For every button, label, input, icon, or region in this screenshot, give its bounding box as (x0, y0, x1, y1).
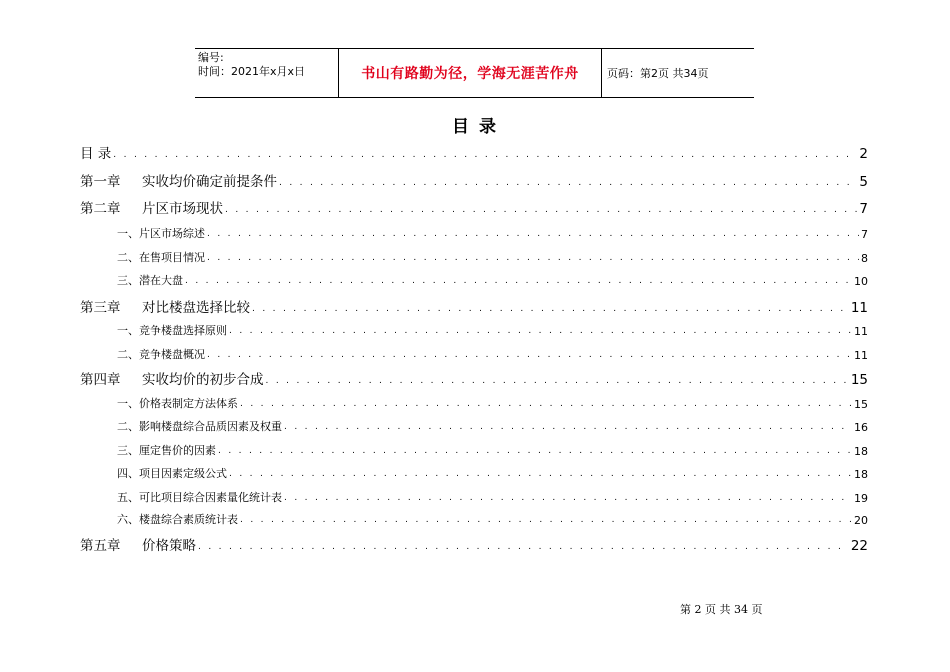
toc-title: 目 录 (452, 117, 498, 137)
toc-entry-title: 在售项目情况 (139, 251, 205, 264)
toc-section-entry[interactable] (80, 226, 868, 241)
toc-entry-number: 目 录 (80, 146, 112, 162)
toc-dot-leader (240, 516, 852, 527)
toc-entry-number: 第五章 (80, 538, 121, 554)
toc-entry-number: 四、 (117, 467, 139, 480)
toc-entry-page: 18 (854, 445, 868, 458)
toc-dot-leader (185, 277, 852, 288)
toc-dot-leader (229, 327, 852, 338)
toc-entry-number: 三、 (117, 274, 139, 287)
toc-entry-number: 二、 (117, 348, 139, 361)
toc-entry-number: 二、 (117, 420, 139, 433)
toc-entry-page: 19 (854, 492, 868, 505)
toc-chapter-entry[interactable] (80, 298, 868, 316)
toc-entry-title: 对比楼盘选择比较 (142, 300, 250, 316)
toc-entry-page: 10 (854, 275, 868, 288)
toc-entry-number: 五、 (117, 491, 139, 504)
toc-entry-title: 潜在大盘 (139, 274, 183, 287)
toc-entry-number: 第二章 (80, 201, 121, 217)
toc-dot-leader (240, 400, 852, 411)
toc-entry-page: 15 (850, 372, 868, 388)
time-label: 时间：2021年x月x日 (198, 65, 306, 78)
toc-entry-number: 一、 (117, 227, 139, 240)
header-meta (198, 51, 338, 79)
toc-section-entry[interactable] (80, 490, 868, 505)
toc-dot-leader (198, 543, 849, 554)
header-divider (338, 49, 339, 97)
toc-chapter-entry[interactable] (80, 199, 868, 217)
toc-entry-title: 价格策略 (142, 538, 196, 554)
toc-entry-title: 实收均价的初步合成 (142, 372, 264, 388)
toc-entry-title: 可比项目综合因素量化统计表 (139, 491, 282, 504)
toc-entry-page: 22 (850, 538, 868, 554)
header-motto: 书山有路勤为径，学海无涯苦作舟 (361, 66, 579, 82)
toc-entry-page: 16 (854, 421, 868, 434)
toc-dot-leader (225, 206, 857, 217)
toc-section-entry[interactable] (80, 396, 868, 411)
toc-section-entry[interactable] (80, 466, 868, 481)
toc-chapter-entry[interactable] (80, 144, 868, 162)
header-page-label: 页码：第2页 共34页 (607, 67, 709, 80)
toc-entry-title: 片区市场现状 (142, 201, 223, 217)
toc-entry-page: 20 (854, 514, 868, 527)
toc-entry-title: 楼盘综合素质统计表 (139, 513, 238, 526)
page-header (195, 48, 754, 98)
toc-entry-page: 7 (859, 201, 868, 217)
toc-entry-title: 厘定售价的因素 (139, 444, 216, 457)
toc-chapter-entry[interactable] (80, 172, 868, 190)
toc-entry-number: 二、 (117, 251, 139, 264)
toc-dot-leader (218, 447, 852, 458)
toc-entry-title: 竞争楼盘选择原则 (139, 324, 227, 337)
number-label: 编号: (198, 51, 224, 64)
toc-dot-leader (207, 351, 852, 362)
toc-dot-leader (207, 254, 859, 265)
toc-section-entry[interactable] (80, 512, 868, 527)
toc-dot-leader (279, 179, 857, 190)
toc-section-entry[interactable] (80, 419, 868, 434)
toc-entry-page: 18 (854, 468, 868, 481)
toc-entry-title: 价格表制定方法体系 (139, 397, 238, 410)
toc-dot-leader (284, 494, 852, 505)
toc-chapter-entry[interactable] (80, 370, 868, 388)
page-footer: 第 2 页 共 34 页 (680, 603, 763, 616)
toc-dot-leader (252, 305, 849, 316)
toc-entry-page: 11 (854, 349, 868, 362)
toc-entry-page: 2 (859, 146, 868, 162)
toc-chapter-entry[interactable] (80, 536, 868, 554)
toc-entry-title: 竞争楼盘概况 (139, 348, 205, 361)
toc-entry-title: 项目因素定级公式 (139, 467, 227, 480)
toc-entry-number: 三、 (117, 444, 139, 457)
toc-dot-leader (229, 470, 852, 481)
toc-entry-title: 片区市场综述 (139, 227, 205, 240)
toc-section-entry[interactable] (80, 443, 868, 458)
toc-section-entry[interactable] (80, 250, 868, 265)
toc-entry-page: 5 (859, 174, 868, 190)
toc-entry-number: 六、 (117, 513, 139, 526)
toc-entry-number: 第一章 (80, 174, 121, 190)
toc-entry-page: 15 (854, 398, 868, 411)
header-divider (601, 49, 602, 97)
toc-entry-title: 影响楼盘综合品质因素及权重 (139, 420, 282, 433)
toc-entry-number: 第三章 (80, 300, 121, 316)
toc-entry-number: 一、 (117, 324, 139, 337)
toc-entry-page: 7 (861, 228, 868, 241)
toc-entry-number: 第四章 (80, 372, 121, 388)
toc-entry-page: 8 (861, 252, 868, 265)
toc-entry-title: 实收均价确定前提条件 (142, 174, 277, 190)
toc-section-entry[interactable] (80, 323, 868, 338)
toc-entry-page: 11 (850, 300, 868, 316)
toc-dot-leader (266, 377, 849, 388)
toc-dot-leader (284, 423, 852, 434)
toc-section-entry[interactable] (80, 347, 868, 362)
toc-entry-page: 11 (854, 325, 868, 338)
toc-section-entry[interactable] (80, 273, 868, 288)
toc-dot-leader (207, 230, 859, 241)
toc-entry-number: 一、 (117, 397, 139, 410)
toc-dot-leader (113, 151, 857, 162)
